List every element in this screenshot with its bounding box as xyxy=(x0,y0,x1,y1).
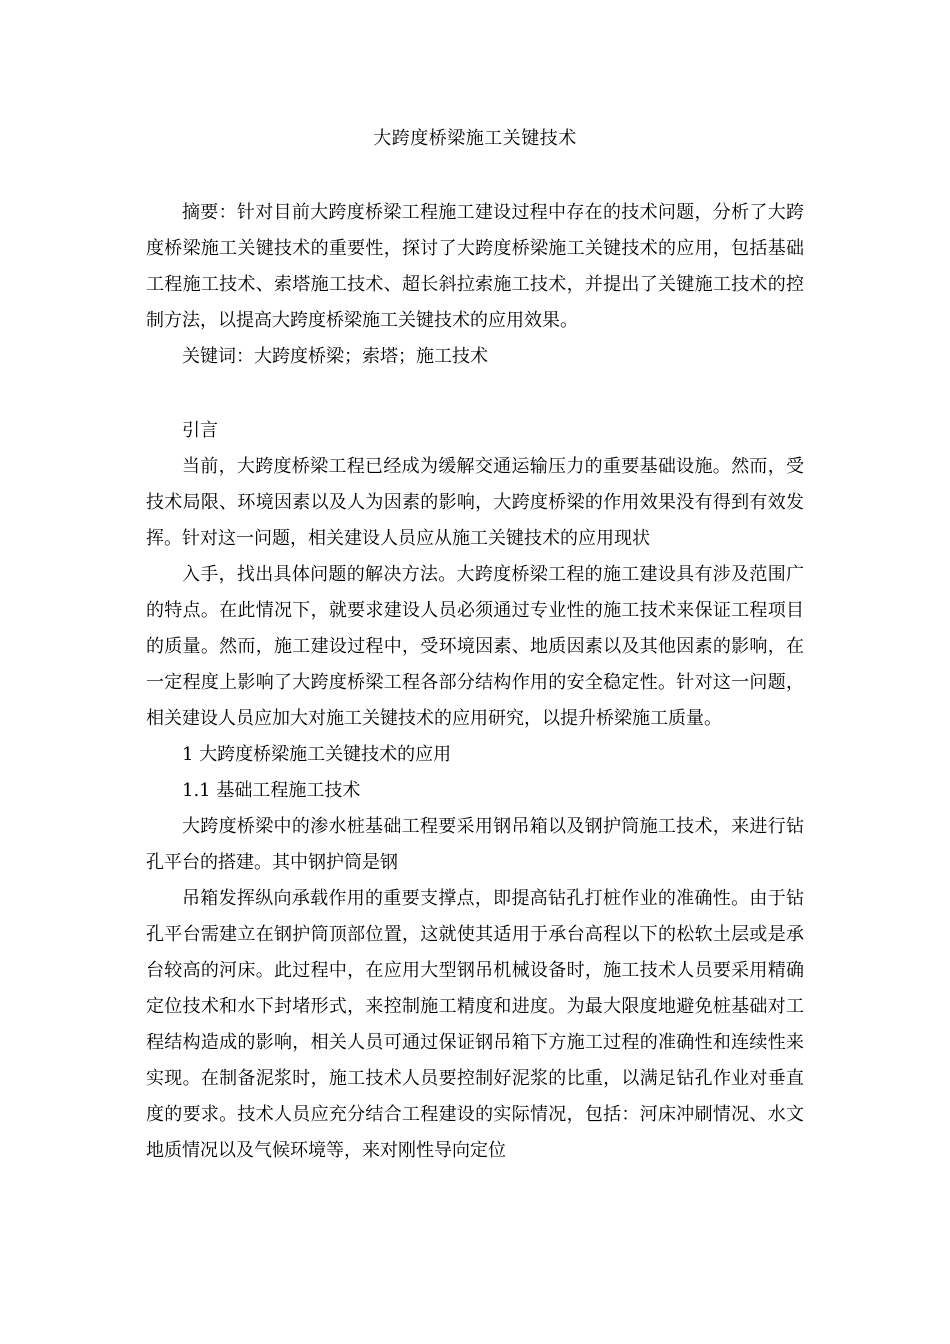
intro-paragraph-1: 当前，大跨度桥梁工程已经成为缓解交通运输压力的重要基础设施。然而，受技术局限、环境因素以及人为因素的影响，大跨度桥梁的作用效果没有得到有效发挥。针对这一问题，相关建设人员应从施工关键技术的应用现状 xyxy=(146,456,804,549)
section-1-heading: 1 大跨度桥梁施工关键技术的应用 xyxy=(182,744,452,765)
abstract-paragraph: 摘要：针对目前大跨度桥梁工程施工建设过程中存在的技术问题，分析了大跨度桥梁施工关键技术的重要性，探讨了大跨度桥梁施工关键技术的应用，包括基础工程施工技术、索塔施工技术、超长斜拉索施工技术，并提出了关键施工技术的控制方法，以提高大跨度桥梁施工关键技术的应用效果。 xyxy=(146,202,804,331)
keywords-paragraph: 关键词：大跨度桥梁；索塔；施工技术 xyxy=(182,346,488,367)
section-1-1-paragraph-1: 大跨度桥梁中的渗水桩基础工程要采用钢吊箱以及钢护筒施工技术，来进行钻孔平台的搭建。其中钢护筒是钢 xyxy=(146,816,804,873)
intro-paragraph-2: 入手，找出具体问题的解决方法。大跨度桥梁工程的施工建设具有涉及范围广的特点。在此情况下，就要求建设人员必须通过专业性的施工技术来保证工程项目的质量。然而，施工建设过程中，受环境因素、地质因素以及其他因素的影响，在一定程度上影响了大跨度桥梁工程各部分结构作用的安全稳定性。针对这一问题，相关建设人员应加大对施工关键技术的应用研究，以提升桥梁施工质量。 xyxy=(146,564,804,729)
abstract-section xyxy=(146,195,804,339)
keywords-section xyxy=(146,339,804,375)
intro-heading: 引言 xyxy=(182,420,218,441)
section-1-1-heading: 1.1 基础工程施工技术 xyxy=(182,780,361,801)
body-section xyxy=(146,413,804,1169)
document-title: 大跨度桥梁施工关键技术 xyxy=(373,128,577,149)
section-1-1-paragraph-2: 吊箱发挥纵向承载作用的重要支撑点，即提高钻孔打桩作业的准确性。由于钻孔平台需建立在钢护筒顶部位置，这就使其适用于承台高程以下的松软土层或是承台较高的河床。此过程中，在应用大型钢吊机械设备时，施工技术人员要采用精确定位技术和水下封堵形式，来控制施工精度和进度。为最大限度地避免桩基础对工程结构造成的影响，相关人员可通过保证钢吊箱下方施工过程的准确性和连续性来实现。在制备泥浆时，施工技术人员要控制好泥浆的比重，以满足钻孔作业对垂直度的要求。技术人员应充分结合工程建设的实际情况，包括：河床冲刷情况、水文地质情况以及气候环境等，来对刚性导向定位 xyxy=(146,888,804,1161)
